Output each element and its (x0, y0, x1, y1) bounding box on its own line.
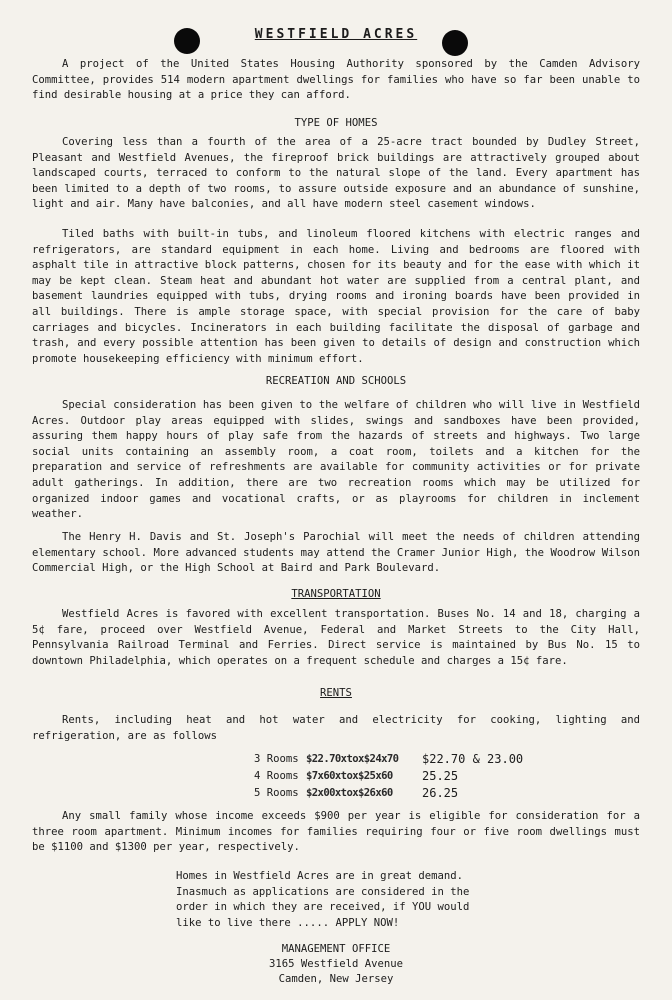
rents-table (254, 751, 523, 802)
rent-price: 25.25 (422, 769, 459, 783)
rent-label: 4 Rooms (254, 770, 299, 782)
document-title: WESTFIELD ACRES (254, 27, 418, 42)
heading-rents: RENTS (320, 687, 352, 699)
closing-appeal: Homes in Westfield Acres are in great demand. Inasmuch as applications are considered in the order in which they are received, if YOU would like to live there ..... APPLY NOW! (176, 870, 470, 929)
rent-label: 5 Rooms (254, 787, 299, 799)
rent-label: 3 Rooms (254, 753, 299, 765)
income-paragraph: Any small family whose income exceeds $900 per year is eligible for consideration for a three room apartment. Minimum incomes for families requiring four or five room dwellings must be $1100 and $1300 per year, respectively. (32, 810, 640, 854)
type-of-homes-paragraph-1: Covering less than a fourth of the area of a 25-acre tract bounded by Dudley Street, Pleasant and Westfield Avenues, the fireproof brick buildings are attractively grouped about landscaped courts, terraced to conform to the natural slope of the land. Every apartment has been limited to a depth of two rooms, to assure outside exposure and an abundance of sunshine, light and air. Many have balconies, and all have modern steel casement windows. (32, 136, 640, 211)
recreation-paragraph-2: The Henry H. Davis and St. Joseph's Parochial will meet the needs of children attending elementary school. More advanced students may attend the Cramer Junior High, the Woodrow Wilson Commercial High, or the High School at Baird and Park Boulevard. (32, 531, 640, 575)
rent-row-4-rooms (254, 768, 523, 785)
heading-transportation: TRANSPORTATION (291, 588, 381, 600)
rents-paragraph: Rents, including heat and hot water and electricity for cooking, lighting and refrigeration, are as follows (32, 714, 640, 742)
struck-out-rent: $2x00xtox$26x60 (306, 787, 393, 799)
office-street: 3165 Westfield Avenue (269, 958, 403, 970)
rent-row-3-rooms (254, 751, 523, 768)
rent-price: 26.25 (422, 786, 459, 800)
heading-recreation-and-schools: RECREATION AND SCHOOLS (265, 375, 407, 387)
intro-paragraph: A project of the United States Housing Authority sponsored by the Camden Advisory Committee, provides 514 modern apartment dwellings for families who have so far been unable to find desirable housing at a price they can afford. (32, 58, 640, 102)
transportation-paragraph: Westfield Acres is favored with excellent transportation. Buses No. 14 and 18, charging a 5¢ fare, proceed over Westfield Avenue, Federal and Market Streets to the City Hall, Pennsylvania Railroad Terminal and Ferries. Direct service is maintained by Bus No. 15 to downtown Philadelphia, which operates on a frequent schedule and charges a 15¢ fare. (32, 608, 640, 667)
struck-out-rent: $7x60xtox$25x60 (306, 770, 393, 782)
rent-row-5-rooms (254, 785, 523, 802)
heading-type-of-homes: TYPE OF HOMES (294, 117, 378, 129)
office-name: MANAGEMENT OFFICE (281, 943, 391, 955)
rent-price: $22.70 & 23.00 (422, 752, 524, 766)
office-city: Camden, New Jersey (278, 973, 394, 985)
struck-out-rent: $22.70xtox$24x70 (306, 753, 399, 765)
recreation-paragraph-1: Special consideration has been given to the welfare of children who will live in Westfield Acres. Outdoor play areas equipped with slides, swings and sandboxes have been provided, assuring them happy hours of play safe from the hazards of streets and highways. Two large social units containing an assembly room, a coat room, toilets and a kitchen for the preparation and service of refreshments are available for community activities or for private adult gatherings. In addition, there are two recreation rooms which may be utilized for organized indoor games and vocational crafts, or as playrooms for children in inclement weather. (32, 399, 640, 521)
type-of-homes-paragraph-2: Tiled baths with built-in tubs, and linoleum floored kitchens with electric ranges and refrigerators, are standard equipment in each home. Living and bedrooms are floored with asphalt tile in attractive block patterns, chosen for its beauty and for the ease with which it may be kept clean. Steam heat and abundant hot water are supplied from a central plant, and basement laundries equipped with tubs, drying rooms and ironing boards have been provided in all buildings. There is ample storage space, with special provision for the care of baby carriages and bicycles. Incinerators in each building facilitate the disposal of garbage and trash, and every possible attention has been given to details of design and construction which promote housekeeping efficiency with minimum effort. (32, 228, 640, 365)
